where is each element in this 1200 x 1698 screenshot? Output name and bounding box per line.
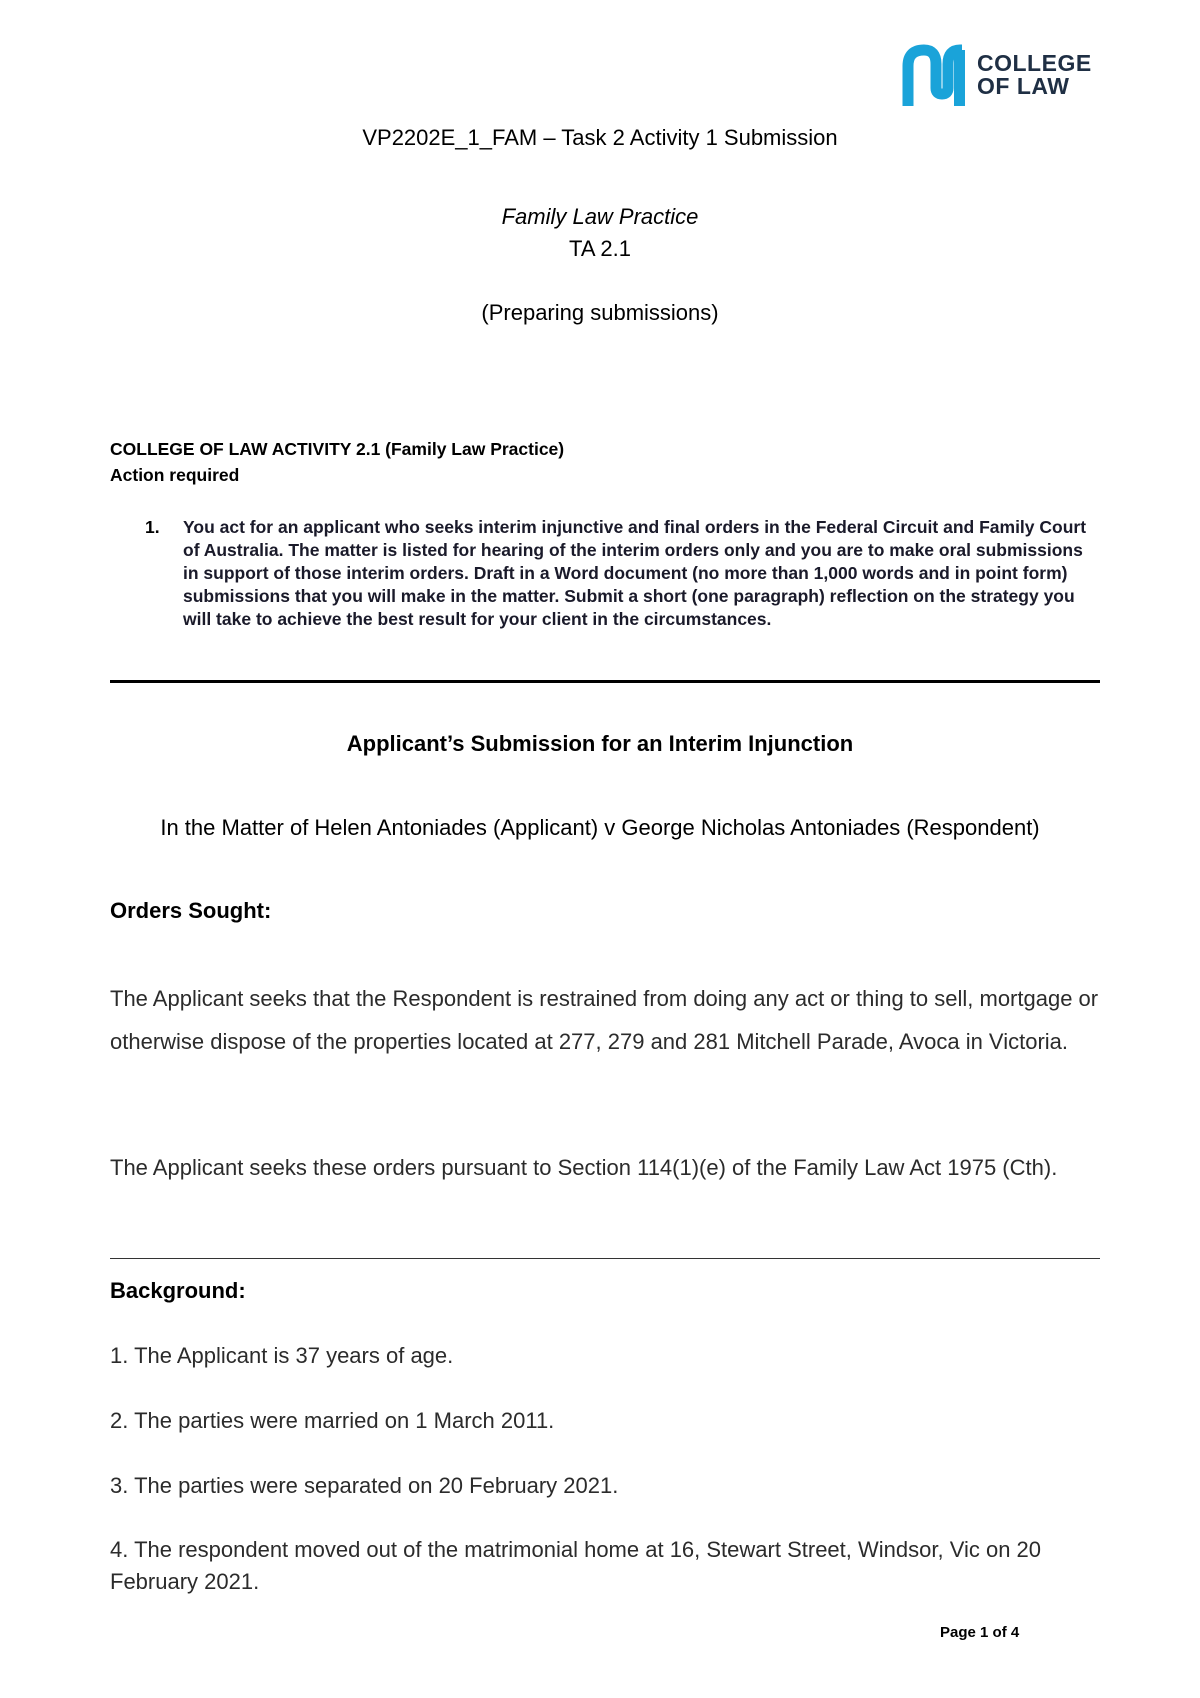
activity-task-item xyxy=(110,516,1100,631)
separator-line xyxy=(110,1246,1100,1266)
task-reference: TA 2.1 xyxy=(569,236,631,261)
logo-line-2: OF LAW xyxy=(977,73,1070,99)
task-description: (Preparing submissions) xyxy=(481,300,719,325)
logo-wordmark xyxy=(977,52,1092,98)
background-item: 2. The parties were married on 1 March 2011. xyxy=(110,1408,555,1433)
background-item: 3. The parties were separated on 20 February 2021. xyxy=(110,1473,619,1498)
matter-line: In the Matter of Helen Antoniades (Applicant) v George Nicholas Antoniades (Respondent) xyxy=(160,815,1040,840)
background-item: 1. The Applicant is 37 years of age. xyxy=(110,1343,454,1368)
logo-line-1: COLLEGE xyxy=(977,50,1092,76)
college-of-law-logo-icon xyxy=(898,42,970,112)
background-item: 4. The respondent moved out of the matrimonial home at 16, Stewart Street, Windsor, Vic on 20 February 2021. xyxy=(110,1537,1042,1594)
activity-title: COLLEGE OF LAW ACTIVITY 2.1 (Family Law Practice) xyxy=(110,439,565,459)
subject-title: Family Law Practice xyxy=(501,204,699,229)
action-required-label: Action required xyxy=(110,465,240,485)
background-heading: Background: xyxy=(110,1278,246,1303)
submission-title: Applicant’s Submission for an Interim Injunction xyxy=(346,731,854,756)
activity-task-text: You act for an applicant who seeks interim injunctive and final orders in the Federal Circuit and Family Court of Australia. The matter is listed for hearing of the interim orders only and you are to make oral submissions in support of those interim orders. Draft in a Word document (no more than 1,000 words and in point form) submissions that you will make in the matter. Submit a short (one paragraph) reflection on the strategy you will take to achieve the best result for your client in the circumstances. xyxy=(183,517,1087,629)
orders-paragraph-1: The Applicant seeks that the Respondent is restrained from doing any act or thing to sell, mortgage or otherwise dispose of the properties located at 277, 279 and 281 Mitchell Parade, Avoca in Victoria. xyxy=(110,986,1099,1054)
course-code-title: VP2202E_1_FAM – Task 2 Activity 1 Submission xyxy=(362,125,838,150)
orders-paragraph-2: The Applicant seeks these orders pursuant to Section 114(1)(e) of the Family Law Act 1975 (Cth). xyxy=(110,1155,1058,1180)
activity-header xyxy=(110,436,564,488)
page-number: Page 1 of 4 xyxy=(940,1624,1020,1641)
section-divider xyxy=(110,680,1100,683)
activity-task-number: 1. xyxy=(145,517,160,537)
orders-sought-heading: Orders Sought: xyxy=(110,898,272,923)
